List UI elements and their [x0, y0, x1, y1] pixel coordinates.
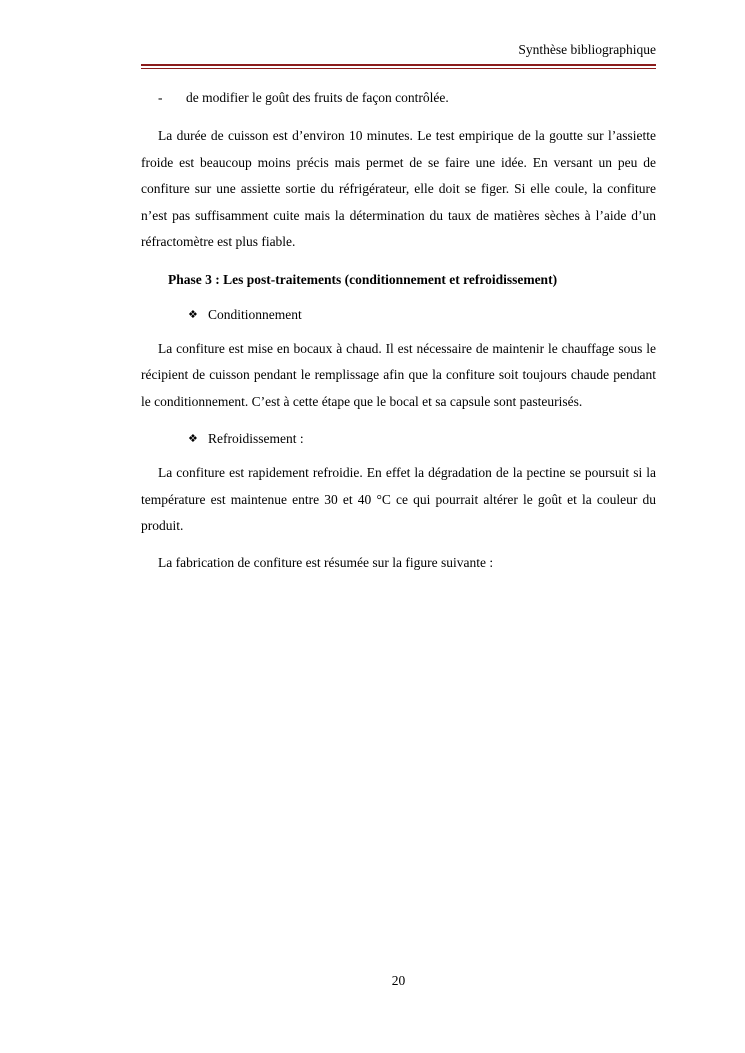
page-content — [141, 86, 656, 576]
subheading-refroidissement — [141, 427, 656, 450]
paragraph-figure-intro: La fabrication de confiture est résumée sur la figure suivante : — [158, 554, 494, 570]
diamond-bullet-icon: ❖ — [188, 307, 198, 321]
paragraph-conditionnement: La confiture est mise en bocaux à chaud. Il est nécessaire de maintenir le chauffage sous le récipient de cuisson pendant le remplissage afin que la confiture soit toujours chaude pendant le conditionnement. C’est à cette étape que le bocal et sa capsule sont pasteurisés. — [141, 340, 656, 409]
bullet-text: de modifier le goût des fruits de façon contrôlée. — [186, 90, 449, 105]
dash-bullet: - — [158, 90, 163, 105]
header-rule-thin — [141, 68, 656, 69]
subheading-text: Refroidissement : — [208, 431, 304, 446]
subheading-conditionnement — [141, 303, 656, 326]
paragraph-cuisson: La durée de cuisson est d’environ 10 minutes. Le test empirique de la goutte sur l’assiette froide est beaucoup moins précis mais permet de se faire une idée. En versant un peu de confiture sur une assiette sortie du réfrigérateur, elle doit se figer. Si elle coule, la confiture n’est pas suffisamment cuite mais la détermination du taux de matières sèches à l’aide d’un réfractomètre est plus fiable. — [141, 128, 656, 249]
diamond-bullet-icon: ❖ — [188, 432, 198, 445]
page-number: 20 — [391, 973, 406, 988]
paragraph-refroidissement: La confiture est rapidement refroidie. En effet la dégradation de la pectine se poursuit si la température est maintenue entre 30 et 40 °C ce qui pourrait altérer le goût et la couleur du produit. — [141, 465, 656, 533]
section-heading: Phase 3 : Les post-traitements (conditionnement et refroidissement) — [168, 271, 558, 287]
subheading-text: Conditionnement — [208, 306, 302, 322]
header-rule-thick — [141, 64, 656, 66]
running-header: Synthèse bibliographique — [518, 42, 656, 57]
bullet-item — [141, 86, 656, 109]
